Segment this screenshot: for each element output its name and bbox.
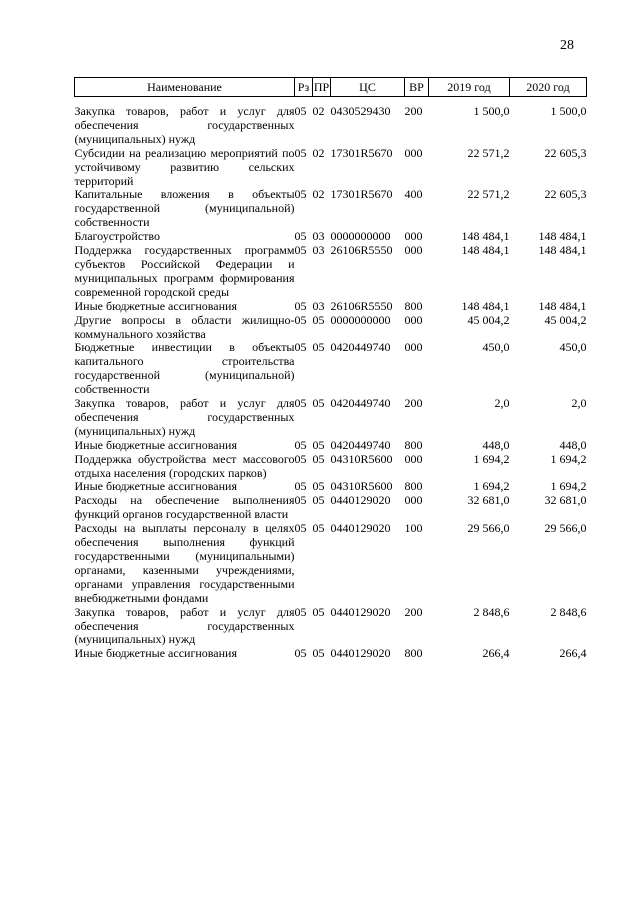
table-row xyxy=(75,230,587,244)
row-pr: 05 xyxy=(312,646,325,661)
row-2019: 1 694,2 xyxy=(473,479,510,494)
row-cs: 04310R5600 xyxy=(330,479,393,494)
row-pr: 05 xyxy=(312,521,325,536)
row-2019: 32 681,0 xyxy=(467,493,510,508)
row-2020: 1 500,0 xyxy=(550,104,587,118)
table-row xyxy=(75,647,587,661)
row-name: Иные бюджетные ассигнования xyxy=(74,479,237,494)
row-cs: 04310R5600 xyxy=(330,451,393,466)
row-rz: 05 xyxy=(294,187,307,202)
row-name: Иные бюджетные ассигнования xyxy=(74,437,237,452)
row-2019: 2,0 xyxy=(494,396,510,411)
row-2020: 1 694,2 xyxy=(550,451,587,466)
row-vr: 000 xyxy=(404,312,423,327)
row-name: Закупка товаров, работ и услуг для обеспечения государственных (муниципальных) нужд xyxy=(74,104,295,146)
row-2019: 148 484,1 xyxy=(461,243,510,258)
row-rz: 05 xyxy=(294,229,307,244)
row-pr: 05 xyxy=(312,479,325,494)
row-2020: 148 484,1 xyxy=(538,243,587,258)
row-2020: 450,0 xyxy=(559,340,587,355)
row-cs: 0000000000 xyxy=(330,229,391,244)
row-pr: 03 xyxy=(312,243,325,258)
table-row xyxy=(75,244,587,300)
row-rz: 05 xyxy=(294,493,307,508)
row-name: Иные бюджетные ассигнования xyxy=(74,298,237,313)
row-cs: 0420449740 xyxy=(330,340,391,355)
table-row xyxy=(75,300,587,314)
row-vr: 800 xyxy=(404,437,423,452)
row-rz: 05 xyxy=(294,145,307,160)
row-name: Благоустройство xyxy=(74,229,161,244)
row-rz: 05 xyxy=(294,312,307,327)
header-vr: ВР xyxy=(405,78,429,97)
row-rz: 05 xyxy=(294,104,307,118)
row-pr: 05 xyxy=(312,493,325,508)
row-cs: 26106R5550 xyxy=(330,298,393,313)
row-vr: 000 xyxy=(404,493,423,508)
row-vr: 200 xyxy=(404,396,423,411)
row-cs: 0000000000 xyxy=(330,312,391,327)
row-2020: 2 848,6 xyxy=(550,604,587,619)
row-rz: 05 xyxy=(294,298,307,313)
row-cs: 0440129020 xyxy=(330,604,391,619)
table-row xyxy=(75,188,587,230)
table-header xyxy=(75,78,587,97)
row-2019: 148 484,1 xyxy=(461,298,510,313)
row-rz: 05 xyxy=(294,451,307,466)
header-2020: 2020 год xyxy=(510,78,587,97)
row-name: Субсидии на реализацию мероприятий по устойчивому развитию сельских территорий xyxy=(74,145,295,188)
row-vr: 000 xyxy=(404,229,423,244)
row-2020: 45 004,2 xyxy=(544,312,587,327)
row-cs: 17301R5670 xyxy=(330,145,393,160)
table-body xyxy=(75,97,587,662)
header-pr: ПР xyxy=(313,78,331,97)
row-cs: 0440129020 xyxy=(330,646,391,661)
row-vr: 000 xyxy=(404,451,423,466)
row-pr: 05 xyxy=(312,604,325,619)
row-2019: 2 848,6 xyxy=(473,604,510,619)
row-pr: 05 xyxy=(312,340,325,355)
row-2020: 448,0 xyxy=(559,437,587,452)
table-row xyxy=(75,105,587,147)
row-rz: 05 xyxy=(294,396,307,411)
row-vr: 400 xyxy=(404,187,423,202)
row-name: Расходы на выплаты персоналу в целях обеспечения выполнения функций государственными (муниципальными) органами, казенными учреждениями, органами управления государственными внебюджетными фондами xyxy=(74,521,295,605)
header-rz: Рз xyxy=(295,78,313,97)
header-name: Наименование xyxy=(75,78,295,97)
row-2019: 1 694,2 xyxy=(473,451,510,466)
page-number: 28 xyxy=(560,38,574,53)
table-row xyxy=(75,453,587,481)
row-cs: 17301R5670 xyxy=(330,187,393,202)
row-cs: 26106R5550 xyxy=(330,243,393,258)
row-pr: 03 xyxy=(312,229,325,244)
row-cs: 0430529430 xyxy=(330,104,391,118)
row-name: Закупка товаров, работ и услуг для обеспечения государственных (муниципальных) нужд xyxy=(74,604,295,647)
row-rz: 05 xyxy=(294,646,307,661)
row-vr: 000 xyxy=(404,145,423,160)
row-2020: 22 605,3 xyxy=(544,187,587,202)
row-2019: 22 571,2 xyxy=(467,187,510,202)
row-vr: 000 xyxy=(404,340,423,355)
row-pr: 05 xyxy=(312,312,325,327)
row-cs: 0440129020 xyxy=(330,493,391,508)
row-2020: 29 566,0 xyxy=(544,521,587,536)
row-name: Закупка товаров, работ и услуг для обеспечения государственных (муниципальных) нужд xyxy=(74,396,295,438)
row-2020: 22 605,3 xyxy=(544,145,587,160)
row-vr: 800 xyxy=(404,646,423,661)
row-name: Бюджетные инвестиции в объекты капитального строительства государственной (муниципальной) собственности xyxy=(74,340,295,397)
row-2019: 448,0 xyxy=(482,437,510,452)
row-name: Поддержка государственных программ субъектов Российской Федерации и муниципальных программ формирования современной городской среды xyxy=(74,243,295,299)
row-2019: 148 484,1 xyxy=(461,229,510,244)
header-2019: 2019 год xyxy=(429,78,510,97)
row-2020: 2,0 xyxy=(571,396,587,411)
row-2020: 266,4 xyxy=(559,646,587,661)
table-row xyxy=(75,522,587,605)
row-cs: 0420449740 xyxy=(330,396,391,411)
row-name: Капитальные вложения в объекты государственной (муниципальной) собственности xyxy=(74,187,295,230)
row-pr: 05 xyxy=(312,396,325,411)
row-rz: 05 xyxy=(294,521,307,536)
table-row xyxy=(75,397,587,439)
row-vr: 200 xyxy=(404,104,423,118)
row-rz: 05 xyxy=(294,479,307,494)
row-2019: 29 566,0 xyxy=(467,521,510,536)
row-rz: 05 xyxy=(294,243,307,258)
row-pr: 02 xyxy=(312,104,325,118)
row-2020: 148 484,1 xyxy=(538,229,587,244)
row-2019: 450,0 xyxy=(482,340,510,355)
row-2019: 266,4 xyxy=(482,646,510,661)
row-2019: 1 500,0 xyxy=(473,104,510,118)
row-vr: 000 xyxy=(404,243,423,258)
row-pr: 05 xyxy=(312,437,325,452)
row-name: Расходы на обеспечение выполнения функций органов государственной власти xyxy=(74,493,295,522)
row-rz: 05 xyxy=(294,604,307,619)
row-vr: 800 xyxy=(404,298,423,313)
row-vr: 100 xyxy=(404,521,423,536)
budget-table xyxy=(74,77,587,661)
table-row xyxy=(75,147,587,189)
row-rz: 05 xyxy=(294,437,307,452)
row-pr: 03 xyxy=(312,298,325,313)
row-rz: 05 xyxy=(294,340,307,355)
row-2020: 1 694,2 xyxy=(550,479,587,494)
header-cs: ЦС xyxy=(331,78,405,97)
table-row xyxy=(75,480,587,494)
row-pr: 02 xyxy=(312,187,325,202)
table-row xyxy=(75,439,587,453)
row-2020: 32 681,0 xyxy=(544,493,587,508)
row-cs: 0440129020 xyxy=(330,521,391,536)
table-row xyxy=(75,606,587,648)
row-pr: 02 xyxy=(312,145,325,160)
table-row xyxy=(75,341,587,397)
row-2020: 148 484,1 xyxy=(538,298,587,313)
row-vr: 800 xyxy=(404,479,423,494)
row-2019: 22 571,2 xyxy=(467,145,510,160)
row-vr: 200 xyxy=(404,604,423,619)
row-pr: 05 xyxy=(312,451,325,466)
table-row xyxy=(75,494,587,522)
row-name: Другие вопросы в области жилищно-коммунального хозяйства xyxy=(74,312,295,341)
row-name: Иные бюджетные ассигнования xyxy=(74,646,237,661)
table-row xyxy=(75,314,587,342)
row-name: Поддержка обустройства мест массового отдыха населения (городских парков) xyxy=(74,451,295,480)
row-cs: 0420449740 xyxy=(330,437,391,452)
row-2019: 45 004,2 xyxy=(467,312,510,327)
